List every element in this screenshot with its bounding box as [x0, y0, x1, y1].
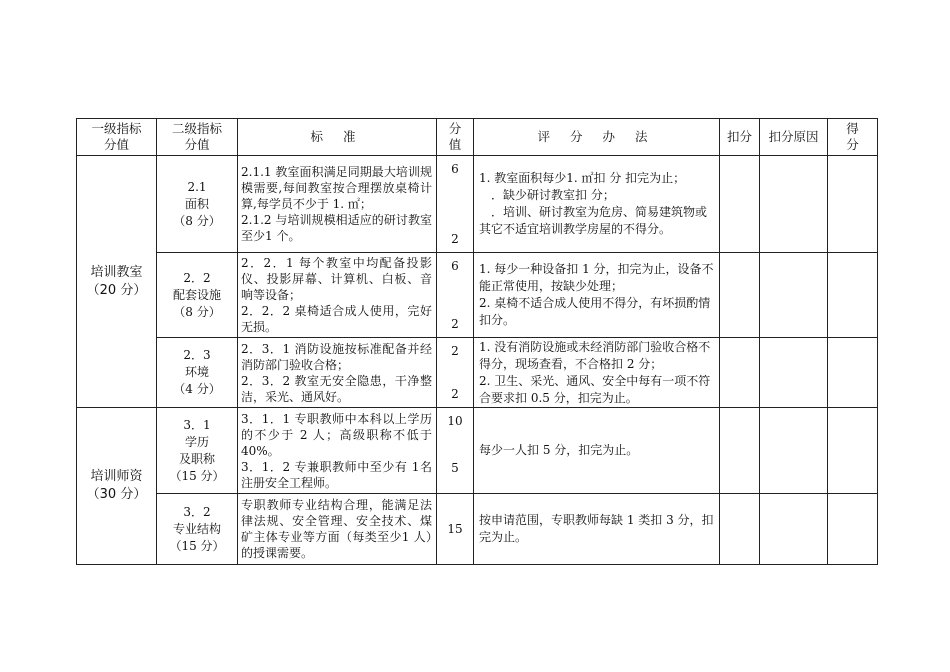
reason-cell — [760, 408, 828, 494]
method-text: 按申请范围，专职教师每缺 1 类扣 3 分，扣完为止。 — [479, 513, 714, 544]
method-text: 1. 每少一种设备扣 1 分，扣完为止，设备不能正常使用，按缺少处理； — [479, 262, 714, 293]
standard-cell — [238, 494, 437, 565]
table-row — [77, 338, 878, 408]
level2-name: 配套设施 — [172, 287, 221, 302]
level2-code: 3．1 — [183, 417, 211, 432]
header-score: 分 值 — [437, 119, 474, 156]
method-text: 2. 桌椅不适合成人使用不得分，有坏损酌情扣分。 — [479, 296, 711, 327]
score-value: 2 — [451, 387, 459, 401]
score-value: 6 — [451, 162, 459, 176]
deduct-cell — [720, 253, 760, 338]
level2-points: （8 分） — [173, 304, 221, 319]
obtained-cell — [828, 408, 878, 494]
method-cell — [474, 156, 720, 253]
obtained-cell — [828, 156, 878, 253]
level1-name: 培训师资 — [90, 469, 143, 484]
standard-cell — [238, 408, 437, 494]
method-cell — [474, 494, 720, 565]
method-text: 每少一人扣 5 分，扣完为止。 — [479, 443, 639, 457]
method-text: 2. 卫生、采光、通风、安全中每有一项不符合要求扣 0.5 分，扣完为止。 — [479, 373, 711, 405]
table-row — [77, 494, 878, 565]
level2-name: 学历 及职称 — [178, 434, 215, 466]
score-cell — [437, 156, 474, 253]
score-cell — [437, 338, 474, 408]
table-row — [77, 408, 878, 494]
level2-cell — [157, 156, 238, 253]
score-value: 2 — [451, 317, 459, 331]
method-cell — [474, 338, 720, 408]
score-cell — [437, 494, 474, 565]
header-level1: 一级指标 分值 — [77, 119, 157, 156]
header-reason: 扣分原因 — [760, 119, 828, 156]
method-text: ．缺少研讨教室扣 分； — [491, 188, 615, 202]
score-cell — [437, 408, 474, 494]
score-cell — [437, 253, 474, 338]
standard-text: 专职教师专业结构合理，能满足法律法规、安全管理、安全技术、煤矿主体专业等方面（每类至少1 人）的授课需要。 — [241, 498, 432, 560]
level2-name: 专业结构 — [172, 521, 221, 536]
level2-code: 3．2 — [183, 504, 211, 519]
deduct-cell — [720, 408, 760, 494]
standard-text: 3．1．2 专兼职教师中至少有 1名注册安全工程师。 — [241, 459, 432, 490]
level2-code: 2．3 — [183, 348, 211, 362]
obtained-cell — [828, 338, 878, 408]
score-value: 10 — [447, 414, 463, 428]
level2-cell — [157, 408, 238, 494]
standard-text: 3．1．1 专职教师中本科以上学历的不少于 2 人；高级职称不低于 40%。 — [241, 411, 432, 458]
method-text: ．培训、研讨教室为危房、简易建筑物或其它不适宜培训教学房屋的不得分。 — [479, 205, 708, 236]
header-deduct: 扣分 — [720, 119, 760, 156]
reason-cell — [760, 253, 828, 338]
score-value: 6 — [451, 259, 459, 273]
deduct-cell — [720, 156, 760, 253]
level2-points: （15 分） — [169, 468, 225, 483]
standard-cell — [238, 156, 437, 253]
obtained-cell — [828, 253, 878, 338]
reason-cell — [760, 338, 828, 408]
level2-cell — [157, 494, 238, 565]
score-value: 15 — [447, 522, 463, 536]
method-text: 1. 教室面积每少1. ㎡扣 分 扣完为止； — [479, 171, 686, 185]
header-row — [77, 119, 878, 156]
standard-text: 2．2．1 每个教室中均配备投影仪、投影屏幕、计算机、白板、音响等设备； — [241, 256, 432, 302]
obtained-cell — [828, 494, 878, 565]
score-value: 2 — [451, 232, 459, 246]
standard-text: 2．3．2 教室无安全隐患，干净整洁，采光、通风好。 — [241, 373, 432, 404]
header-method: 评 分 办 法 — [474, 119, 720, 156]
level2-code: 2．2 — [183, 270, 211, 285]
level2-cell — [157, 338, 238, 408]
standard-text: 2.1.1 教室面积满足同期最大培训规模需要,每间教室按合理摆放桌椅计算,每学员不少于 1. ㎡； — [241, 165, 432, 211]
deduct-cell — [720, 494, 760, 565]
level1-cell — [77, 156, 157, 408]
level1-name: 培训教室 — [90, 264, 143, 280]
header-obtained: 得 分 — [828, 119, 878, 156]
score-value: 2 — [451, 344, 459, 358]
level1-points: （20 分） — [86, 282, 147, 298]
level1-points: （30 分） — [86, 487, 147, 502]
level2-name: 环境 — [184, 365, 209, 379]
method-cell — [474, 253, 720, 338]
evaluation-table — [76, 118, 878, 565]
standard-text: 2.1.2 与培训规模相适应的研讨教室至少1 个。 — [241, 213, 432, 243]
header-standard: 标 准 — [238, 119, 437, 156]
header-level2: 二级指标 分值 — [157, 119, 238, 156]
method-text: 1. 没有消防设施或未经消防部门验收合格不得分，现场查看，不合格扣 2 分； — [479, 339, 711, 371]
deduct-cell — [720, 338, 760, 408]
table-row — [77, 156, 878, 253]
level2-cell — [157, 253, 238, 338]
method-cell — [474, 408, 720, 494]
standard-text: 2．2．2 桌椅适合成人使用，完好无损。 — [241, 304, 432, 334]
level2-points: （15 分） — [169, 538, 225, 553]
reason-cell — [760, 156, 828, 253]
standard-cell — [238, 253, 437, 338]
reason-cell — [760, 494, 828, 565]
level2-code: 2.1 — [187, 179, 207, 194]
level2-points: （4 分） — [173, 382, 221, 396]
standard-cell — [238, 338, 437, 408]
score-value: 5 — [451, 461, 459, 475]
standard-text: 2．3．1 消防设施按标准配备并经消防部门验收合格； — [241, 341, 432, 372]
table-row — [77, 253, 878, 338]
level2-points: （8 分） — [173, 213, 221, 228]
level1-cell — [77, 408, 157, 565]
level2-name: 面积 — [184, 196, 209, 211]
